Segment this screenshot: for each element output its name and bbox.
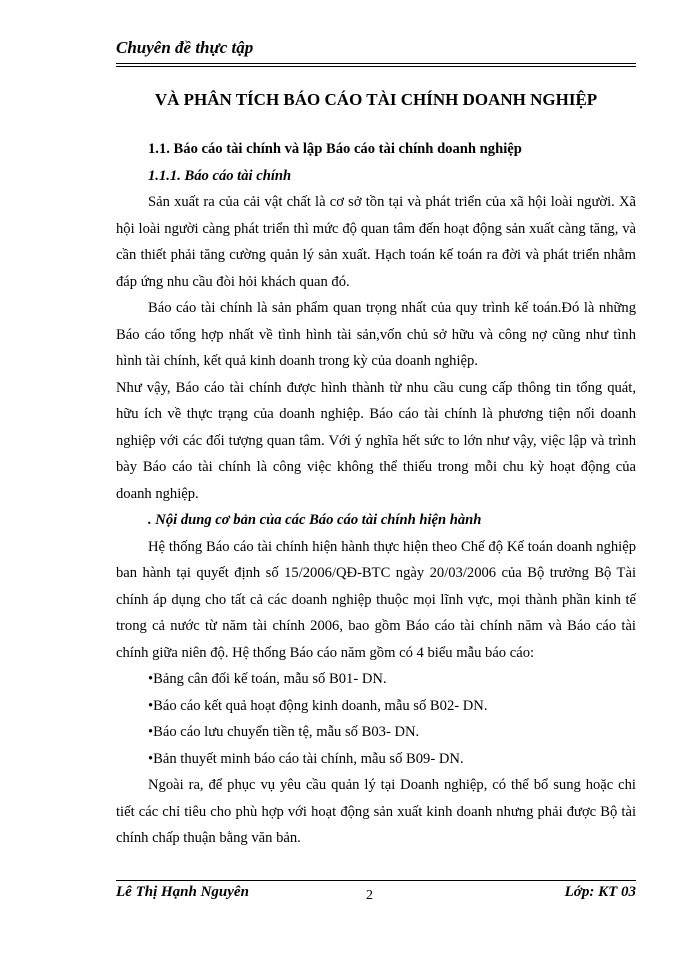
section-heading-1-1: 1.1. Báo cáo tài chính và lập Báo cáo tài chính doanh nghiệp <box>148 141 522 157</box>
bullet-item: •Bản thuyết minh báo cáo tài chính, mẫu số B09- DN. <box>148 750 464 767</box>
paragraph-3: Như vậy, Báo cáo tài chính được hình thành từ nhu cầu cung cấp thông tin tổng quát, hữu ích về thực trạng của doanh nghiệp. Báo cáo tài chính là phương tiện nối doanh nghiệp với các đối tượng quan tâm. Với ý nghĩa hết sức to lớn như vậy, việc lập và trình bày Báo cáo tài chính là công việc không thể thiếu trong mỗi chu kỳ hoạt động của doanh nghiệp. <box>116 379 636 502</box>
paragraph-5: Ngoài ra, để phục vụ yêu cầu quản lý tại Doanh nghiệp, có thể bổ sung hoặc chi tiết các chỉ tiêu cho phù hợp với hoạt động sản xuất kinh doanh nhưng phải được Bộ tài chính chấp thuận bằng văn bản. <box>116 777 636 846</box>
page-header: Chuyên đề thực tập <box>116 38 254 57</box>
bullet-item: •Báo cáo kết quả hoạt động kinh doanh, mẫu số B02- DN. <box>148 697 488 714</box>
bullet-item: •Báo cáo lưu chuyển tiền tệ, mẫu số B03- DN. <box>148 724 420 740</box>
paragraph-4: Hệ thống Báo cáo tài chính hiện hành thực hiện theo Chế độ Kế toán doanh nghiệp ban hành tại quyết định số 15/2006/QĐ-BTC ngày 20/03/2006 của Bộ trưởng Bộ Tài chính áp dụng cho tất cả các doanh nghiệp thuộc mọi lĩnh vực, mọi thành phần kinh tế trong cả nước từ năm tài chính 2006, bao gồm Báo cáo tài chính năm và Báo cáo tài chính giữa niên độ. Hệ thống Báo cáo năm gồm có 4 biểu mẫu báo cáo: <box>116 538 636 661</box>
section-heading-1-1-1: 1.1.1. Báo cáo tài chính <box>148 167 292 184</box>
paragraph-2: Báo cáo tài chính là sản phẩm quan trọng nhất của quy trình kế toán.Đó là những Báo cáo tổng hợp nhất về tình hình tài sản,vốn chủ sở hữu và công nợ cũng như tình hình tài chính, kết quả kinh doanh trong kỳ của doanh nghiệp. <box>116 300 636 369</box>
paragraph-1: Sản xuất ra của cải vật chất là cơ sở tồn tại và phát triển của xã hội loài người. Xã hội loài người càng phát triển thì mức độ quan tâm đến hoạt động sản xuất càng tăng, và cần thiết phải tăng cường quản lý sản xuất. Hạch toán kế toán ra đời và phát triển nhằm đáp ứng nhu cầu đòi hỏi khách quan đó. <box>116 194 636 290</box>
document-title: VÀ PHÂN TÍCH BÁO CÁO TÀI CHÍNH DOANH NGHIỆP <box>154 90 598 109</box>
document-body <box>116 136 636 852</box>
header-rule-thick <box>116 66 636 67</box>
header-rule <box>116 63 636 64</box>
page-number: 2 <box>366 888 373 903</box>
footer-class: Lớp: KT 03 <box>564 884 636 900</box>
footer-author: Lê Thị Hạnh Nguyên <box>116 884 249 900</box>
footer-rule <box>116 880 636 881</box>
content-heading: . Nội dung cơ bản của các Báo cáo tài chính hiện hành <box>148 512 482 528</box>
bullet-item: •Bảng cân đối kế toán, mẫu số B01- DN. <box>148 671 387 687</box>
